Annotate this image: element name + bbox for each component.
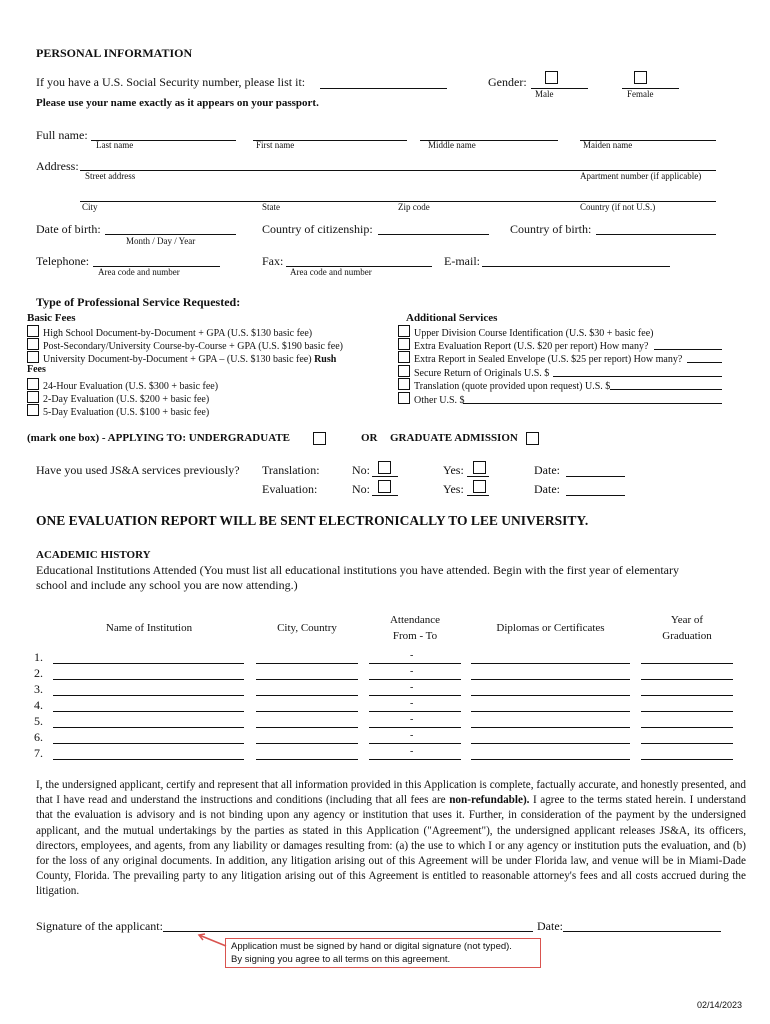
previous-services-question: Have you used JS&A services previously? [36,463,240,477]
diploma-field[interactable] [471,759,630,760]
translation-no-label: No: [352,463,370,477]
checkbox-icon[interactable] [27,338,39,350]
attendance-field[interactable] [369,679,461,680]
academic-instructions-2: school and include any school you are now attending.) [36,578,298,592]
checkbox-icon[interactable] [27,351,39,363]
or-label: OR [361,432,378,444]
checkbox-icon[interactable] [398,392,410,404]
checkbox-icon[interactable] [27,404,39,416]
last-name-caption: Last name [96,140,134,150]
signature-instructions-box [225,938,541,968]
institution-field[interactable] [53,711,244,712]
institution-field[interactable] [53,727,244,728]
birth-country-label: Country of birth: [510,222,592,236]
checkbox-icon[interactable] [27,325,39,337]
additional-option-5[interactable]: Translation (quote provided upon request) U.S. $ [398,378,610,392]
translation-yes-checkbox[interactable] [473,461,486,474]
col-institution-header: Name of Institution [105,622,193,634]
row-number: 3. [34,682,43,696]
attendance-field[interactable] [369,711,461,712]
checkbox-icon[interactable] [398,338,410,350]
city-country-field[interactable] [256,711,358,712]
diploma-field[interactable] [471,727,630,728]
diploma-field[interactable] [471,743,630,744]
attendance-dash: - [410,682,414,693]
evaluation-yes-checkbox[interactable] [473,480,486,493]
col-year-header: Year of Graduation [662,614,712,642]
basic-option-1[interactable]: High School Document-by-Document + GPA (U.S. $130 basic fee) [27,325,312,339]
evaluation-no-checkbox[interactable] [378,480,391,493]
rush-option-2[interactable]: 2-Day Evaluation (U.S. $200 + basic fee) [27,391,209,405]
attendance-dash: - [410,714,414,725]
academic-history-title: ACADEMIC HISTORY [36,549,151,561]
rush-label: Rush [314,354,337,365]
checkbox-icon[interactable] [398,365,410,377]
fax-label: Fax: [262,254,284,268]
translation-label: Translation: [262,463,320,477]
translation-amount-field[interactable] [610,389,722,390]
translation-no-checkbox[interactable] [378,461,391,474]
state-caption: State [262,202,280,212]
address-label: Address: [36,159,79,173]
evaluation-no-label: No: [352,482,370,496]
first-name-caption: First name [256,140,295,150]
signature-note-2: By signing you agree to all terms on this agreement. [231,954,451,965]
rush-option-1[interactable]: 24-Hour Evaluation (U.S. $300 + basic fee) [27,378,218,392]
apartment-caption: Apartment number (if applicable) [580,171,702,181]
dob-format: Month / Day / Year [126,236,196,246]
signature-date-field[interactable] [563,931,721,932]
institution-field[interactable] [53,663,244,664]
attendance-field[interactable] [369,695,461,696]
evaluation-yes-underline [467,495,489,496]
male-label: Male [535,89,554,99]
evaluation-label: Evaluation: [262,482,318,496]
middle-name-caption: Middle name [428,140,476,150]
graduate-checkbox[interactable] [526,432,539,445]
city-country-field[interactable] [256,743,358,744]
signature-date-label: Date: [537,919,563,933]
signature-label: Signature of the applicant: [36,919,163,933]
birth-country-field[interactable] [596,234,716,235]
city-country-field[interactable] [256,727,358,728]
translation-yes-underline [467,476,489,477]
female-checkbox[interactable] [634,71,647,84]
attendance-dash: - [410,650,414,661]
street-address-caption: Street address [85,171,136,181]
other-amount-field[interactable] [463,403,722,404]
secure-return-amount-field[interactable] [553,376,722,377]
zip-caption: Zip code [398,202,430,212]
passport-note: Please use your name exactly as it appears on your passport. [36,97,319,109]
institution-field[interactable] [53,743,244,744]
graduation-year-field[interactable] [641,679,733,680]
email-label: E-mail: [444,254,480,268]
fax-caption: Area code and number [290,267,372,277]
additional-option-6[interactable]: Other U.S. $ [398,392,465,406]
footer-date: 02/14/2023 [697,1000,743,1010]
telephone-caption: Area code and number [98,267,180,277]
gender-label: Gender: [488,75,527,89]
male-checkbox[interactable] [545,71,558,84]
basic-option-2[interactable]: Post-Secondary/University Course-by-Course + GPA (U.S. $190 basic fee) [27,338,343,352]
graduation-year-field[interactable] [641,759,733,760]
evaluation-no-underline [372,495,398,496]
diploma-field[interactable] [471,663,630,664]
checkbox-icon[interactable] [398,325,410,337]
city-country-field[interactable] [256,679,358,680]
citizenship-field[interactable] [378,234,489,235]
col-diplomas-header: Diplomas or Certificates [496,622,605,634]
graduation-year-field[interactable] [641,711,733,712]
diploma-field[interactable] [471,695,630,696]
attendance-dash: - [410,666,414,677]
additional-title: Additional Services [406,312,498,324]
citizenship-label: Country of citizenship: [262,222,373,236]
checkbox-icon[interactable] [398,351,410,363]
attendance-field[interactable] [369,743,461,744]
maiden-name-caption: Maiden name [583,140,633,150]
institution-field[interactable] [53,679,244,680]
academic-instructions-1: Educational Institutions Attended (You must list all educational institutions you have attended. Begin with the first year of elementary [36,563,679,577]
undergraduate-checkbox[interactable] [313,432,326,445]
evaluation-yes-label: Yes: [443,482,464,496]
email-field[interactable] [482,266,670,267]
row-number: 1. [34,650,43,664]
additional-option-2[interactable]: Extra Evaluation Report (U.S. $20 per report) How many? [398,338,648,352]
applying-to-label: (mark one box) - APPLYING TO: UNDERGRADUATE [27,432,291,444]
non-refundable-text: non-refundable). [449,794,530,807]
diploma-field[interactable] [471,711,630,712]
row-number: 6. [34,730,43,744]
sealed-report-count-field[interactable] [687,362,722,363]
rush-option-3[interactable]: 5-Day Evaluation (U.S. $100 + basic fee) [27,404,209,418]
city-country-field[interactable] [256,759,358,760]
attendance-dash: - [410,746,414,757]
basic-option-3[interactable]: University Document-by-Document + GPA – (U.S. $130 basic fee) Rush [27,351,336,365]
attendance-field[interactable] [369,727,461,728]
ssn-label: If you have a U.S. Social Security number, please list it: [36,75,306,89]
checkbox-icon[interactable] [27,391,39,403]
extra-report-count-field[interactable] [654,349,722,350]
institution-field[interactable] [53,695,244,696]
attendance-field[interactable] [369,759,461,760]
ssn-field[interactable] [320,88,447,89]
graduation-year-field[interactable] [641,695,733,696]
graduate-label: GRADUATE ADMISSION [390,432,518,444]
telephone-label: Telephone: [36,254,90,268]
additional-option-4[interactable]: Secure Return of Originals U.S. $ [398,365,549,379]
attendance-dash: - [410,698,414,709]
diploma-field[interactable] [471,679,630,680]
dob-label: Date of birth: [36,222,101,236]
country-caption: Country (if not U.S.) [580,202,656,212]
section-title-personal: PERSONAL INFORMATION [36,46,193,60]
additional-option-1[interactable]: Upper Division Course Identification (U.S. $30 + basic fee) [398,325,653,339]
services-title: Type of Professional Service Requested: [36,295,241,309]
dob-field[interactable] [105,234,236,235]
translation-no-underline [372,476,398,477]
additional-option-3[interactable]: Extra Report in Sealed Envelope (U.S. $25 per report) How many? [398,351,682,365]
translation-date-label: Date: [534,463,560,477]
graduation-year-field[interactable] [641,663,733,664]
certification-paragraph: I, the undersigned applicant, certify and represent that all information provided in this Application is complete, factually accurate, and honestly presented, and that I have read and understand the instructions and conditions (including that all fees are non-refundable). I agree to the terms stated herein. I understand that the evaluation is advisory and is not binding upon any agency or institution that uses it. Further, in consideration of the payment by the undersigned applicant, and the mutual undertakings by the parties as stated in this Application ("Agreement"), the undersigned applicant releases JS&A, its officers, directors, employees, and agents, from any liability or damages resulting from: (a) the use to which I or any agency or institution puts the evaluation, and (b) for the loss of any original documents. In addition, any litigation arising out of this Agreement will be under Florida law, and venue will be in Miami-Dade County, Florida. The prevailing party to any litigation arising out of this Agreement is entitled to reasonable attorney's fees and all costs accrued during the litigation. [36,779,746,898]
attendance-field[interactable] [369,663,461,664]
full-name-label: Full name: [36,128,88,142]
checkbox-icon[interactable] [398,378,410,390]
signature-note-1: Application must be signed by hand or digital signature (not typed). [231,941,512,952]
translation-yes-label: Yes: [443,463,464,477]
city-country-field[interactable] [256,695,358,696]
graduation-year-field[interactable] [641,727,733,728]
attendance-dash: - [410,730,414,741]
electronic-report-notice: ONE EVALUATION REPORT WILL BE SENT ELECTRONICALLY TO LEE UNIVERSITY. [36,513,589,528]
city-country-field[interactable] [256,663,358,664]
col-city-header: City, Country [277,622,337,634]
institution-field[interactable] [53,759,244,760]
row-number: 2. [34,666,43,680]
female-label: Female [627,89,654,99]
graduation-year-field[interactable] [641,743,733,744]
row-number: 7. [34,746,43,760]
evaluation-date-field[interactable] [566,495,625,496]
translation-date-field[interactable] [566,476,625,477]
basic-fees-title: Basic Fees [27,312,76,324]
row-number: 4. [34,698,43,712]
rush-fees-label: Fees [27,364,46,375]
city-caption: City [82,202,98,212]
evaluation-date-label: Date: [534,482,560,496]
col-attendance-header: Attendance From - To [389,614,441,642]
arrow-pointer-icon [194,932,228,950]
checkbox-icon[interactable] [27,378,39,390]
row-number: 5. [34,714,43,728]
